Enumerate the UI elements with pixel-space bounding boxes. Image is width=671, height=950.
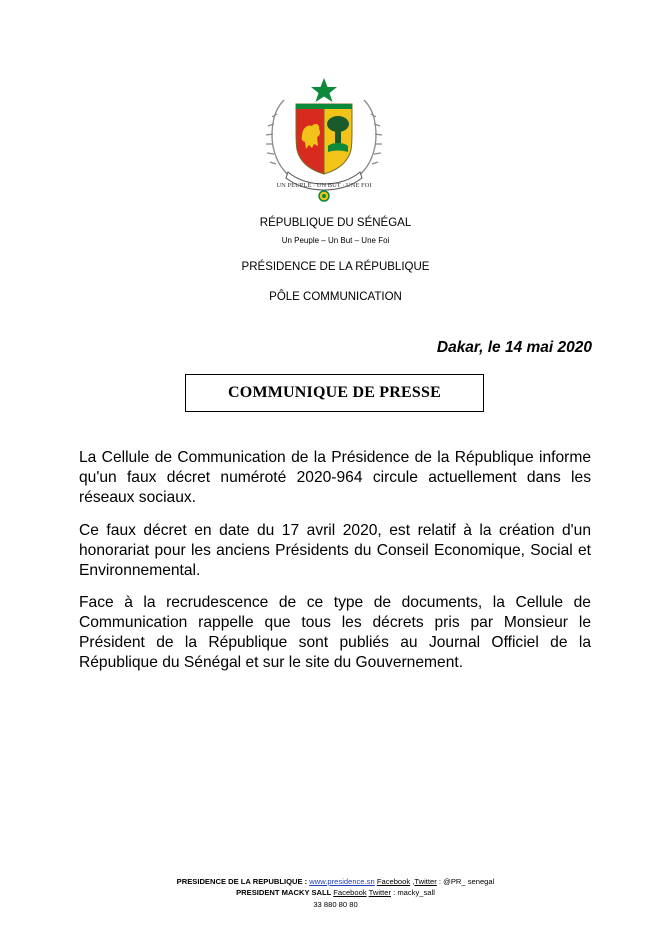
paragraph-3: Face à la recrudescence de ce type de documents, la Cellule de Communication rappelle que tous les décrets pris par Monsieur le Président de la République sont publiés au Journal Officiel de la République du Sénégal et sur le site du Gouvernement. [79,594,591,671]
palm-wreath-right [356,100,382,178]
press-release-title-box [185,374,484,412]
facebook-link-presidency[interactable]: Facebook [376,877,411,886]
twitter-handle-president: : macky_sall [391,888,435,897]
footer-presidency-label: PRESIDENCE DE LA REPUBLIQUE : [176,877,310,886]
twitter-link-president[interactable]: Twitter [368,888,391,897]
palm-wreath-left [266,100,292,178]
republic-heading: RÉPUBLIQUE DU SÉNÉGAL [259,217,412,229]
national-motto: Un Peuple – Un But – Une Foi [281,236,390,245]
shield [296,104,352,174]
coat-of-arms-emblem [262,74,386,206]
website-link[interactable]: www.presidence.sn [309,877,375,886]
communication-pole-heading: PÔLE COMMUNICATION [269,291,402,303]
green-star-icon [311,78,337,102]
paragraph-1: La Cellule de Communication de la Présidence de la République informe qu'un faux décret numéroté 2020-964 circule actuellement dans les réseaux sociaux. [79,449,591,506]
ribbon-text: UN PEUPLE · UN BUT · UNE FOI [276,182,372,189]
footer-line-2 [0,888,671,897]
press-release-title: COMMUNIQUE DE PRESSE [228,384,441,401]
order-badge-icon [319,191,329,201]
twitter-link-presidency[interactable]: Twitter [414,877,437,886]
footer-line-1 [0,877,671,886]
twitter-handle-presidency: : @PR_ senegal [436,877,495,886]
paragraph-2: Ce faux décret en date du 17 avril 2020, est relatif à la création d'un honorariat pour les anciens Présidents du Conseil Economique, Social et Environnemental. [79,522,591,579]
footer-phone: 33 880 80 80 [313,900,358,909]
facebook-link-president[interactable]: Facebook [333,888,367,897]
presidency-heading: PRÉSIDENCE DE LA RÉPUBLIQUE [241,261,430,273]
footer-president-label: PRESIDENT MACKY SALL [236,888,334,897]
date-line: Dakar, le 14 mai 2020 [436,339,592,356]
footer-separator: , [410,877,415,886]
